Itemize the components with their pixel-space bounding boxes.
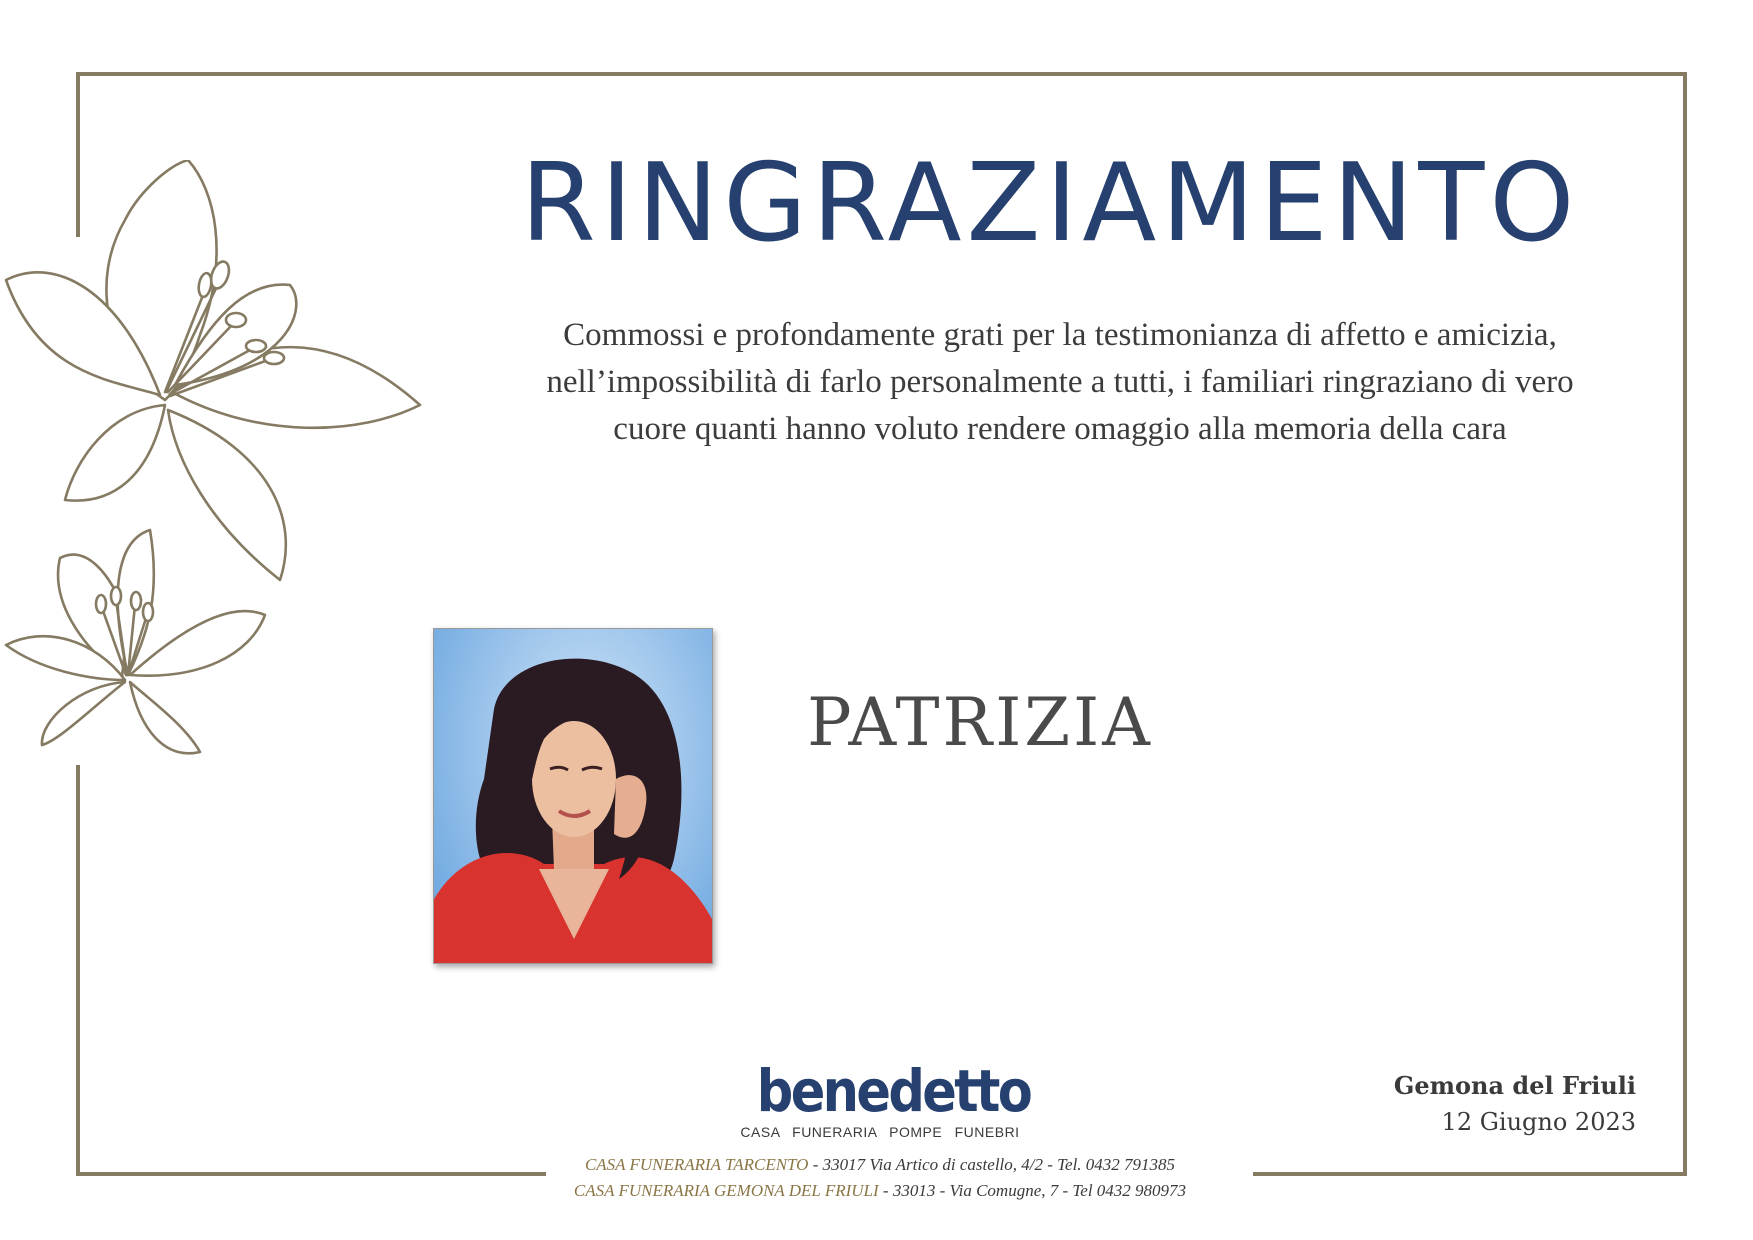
frame-right — [1683, 72, 1687, 1176]
message-line: nell’impossibilità di farlo personalmente a tutti, i familiari ringraziano di vero — [546, 364, 1574, 400]
date: 12 Giugno 2023 — [1441, 1108, 1636, 1136]
frame-bottom-right — [1253, 1172, 1687, 1176]
frame-left-lower — [76, 765, 80, 1176]
message-line: Commossi e profondamente grati per la testimonianza di affetto e amicizia, — [563, 317, 1557, 353]
portrait-photo — [433, 628, 713, 964]
message-line: cuore quanti hanno voluto rendere omaggio alla memoria della cara — [613, 411, 1507, 447]
page-title: RINGRAZIAMENTO — [520, 141, 1580, 266]
logo-tagline: CASA FUNERARIA POMPE FUNEBRI — [740, 1124, 1020, 1140]
funeral-home-addresses — [520, 1152, 1240, 1204]
logo-wordmark: benedetto — [756, 1057, 1031, 1125]
address-name: CASA FUNERARIA GEMONA DEL FRIULI — [573, 1181, 879, 1200]
deceased-name: PATRIZIA — [807, 684, 1153, 761]
place-and-date — [1394, 1068, 1636, 1140]
address-details: - 33017 Via Artico di castello, 4/2 - Tel. 0432 791385 — [808, 1155, 1176, 1174]
address-details: - 33013 - Via Comugne, 7 - Tel 0432 980973 — [878, 1181, 1187, 1200]
thanks-message — [420, 312, 1700, 453]
address-line — [520, 1178, 1240, 1204]
address-line — [520, 1152, 1240, 1178]
frame-bottom-left — [76, 1172, 546, 1176]
address-name: CASA FUNERARIA TARCENTO — [584, 1155, 809, 1174]
frame-top — [76, 72, 1686, 76]
lily-flowers-icon — [0, 160, 430, 760]
place: Gemona del Friuli — [1393, 1071, 1636, 1100]
funeral-home-logo — [740, 1057, 1031, 1140]
